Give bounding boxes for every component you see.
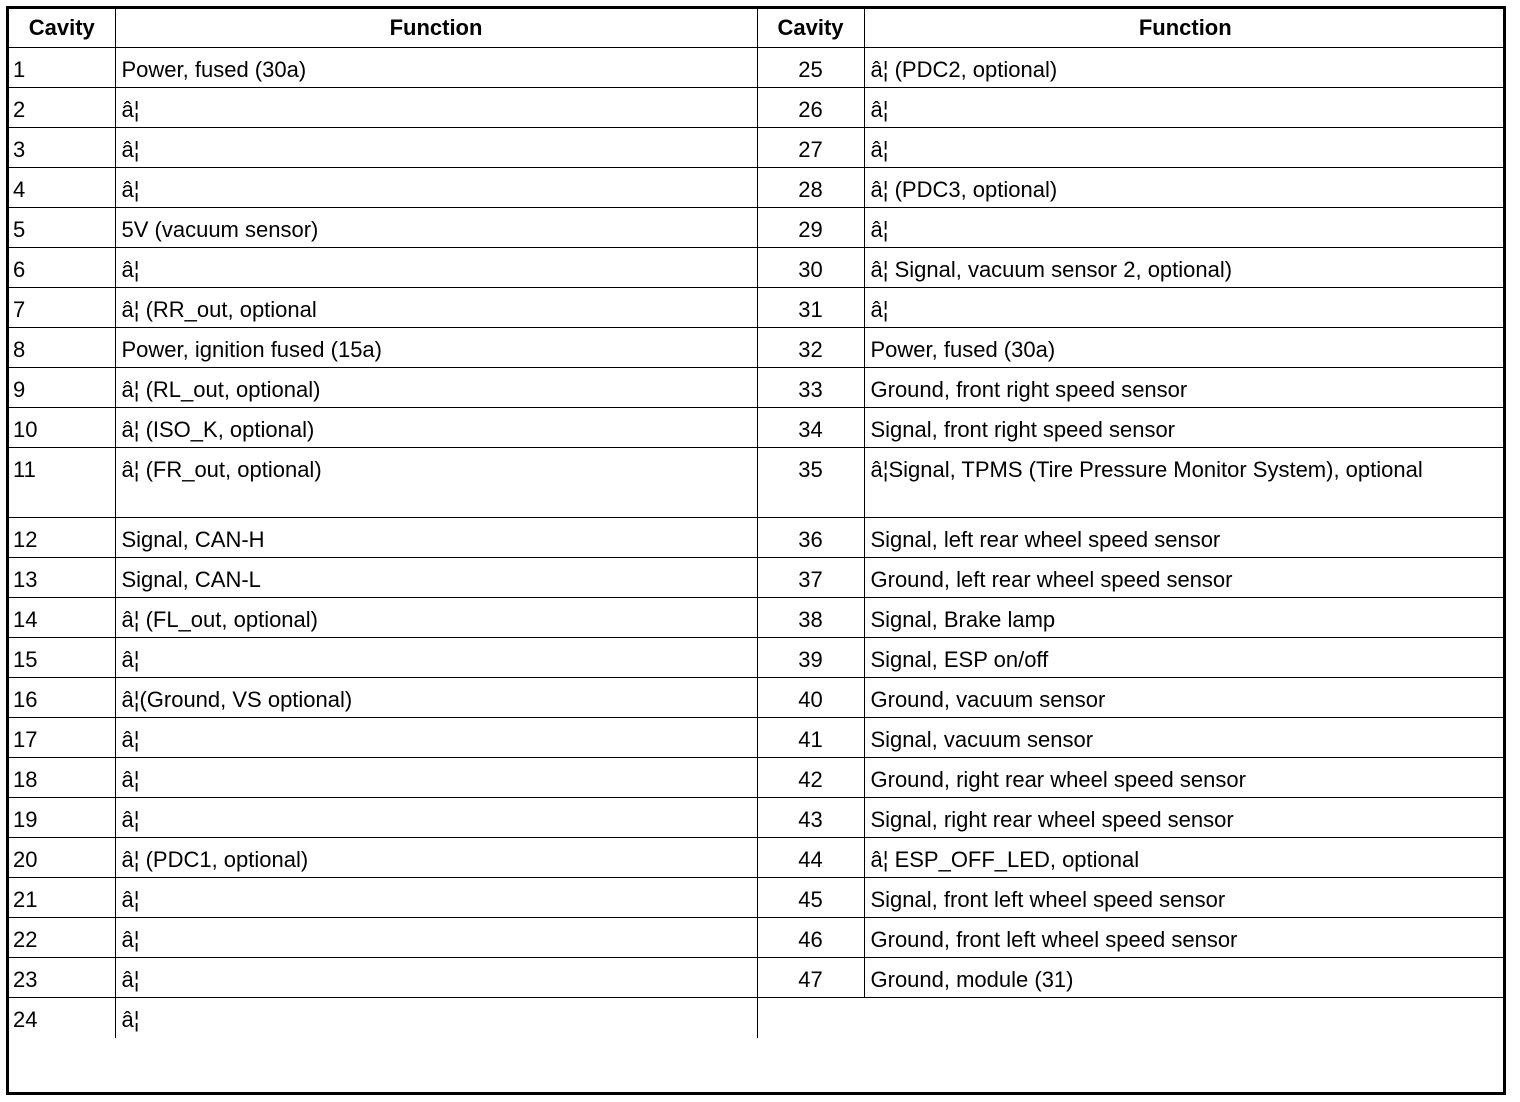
cavity-number-right: 36 (757, 518, 864, 558)
function-text-left: â¦ (115, 88, 757, 128)
function-text-right: â¦ (864, 128, 1506, 168)
cavity-number-right: 37 (757, 558, 864, 598)
function-text-left: â¦ (RL_out, optional) (115, 368, 757, 408)
cavity-number-right: 47 (757, 958, 864, 998)
table-row (9, 208, 1506, 248)
cavity-number-left: 9 (9, 368, 115, 408)
cavity-number-left: 22 (9, 918, 115, 958)
table-row (9, 288, 1506, 328)
header-function-right: Function (864, 9, 1506, 48)
header-cavity-left: Cavity (9, 9, 115, 48)
function-text-right: Ground, front left wheel speed sensor (864, 918, 1506, 958)
cavity-number-left: 16 (9, 678, 115, 718)
empty-cell (757, 998, 1506, 1039)
cavity-number-right: 40 (757, 678, 864, 718)
cavity-number-right: 32 (757, 328, 864, 368)
table-row (9, 878, 1506, 918)
function-text-left: â¦ (115, 878, 757, 918)
function-text-right: Ground, left rear wheel speed sensor (864, 558, 1506, 598)
header-cavity-right: Cavity (757, 9, 864, 48)
table-row (9, 758, 1506, 798)
cavity-number-right: 30 (757, 248, 864, 288)
function-text-right: â¦ (PDC3, optional) (864, 168, 1506, 208)
function-text-left: â¦ (PDC1, optional) (115, 838, 757, 878)
cavity-number-right: 28 (757, 168, 864, 208)
function-text-left: â¦ (115, 958, 757, 998)
cavity-number-right: 46 (757, 918, 864, 958)
function-text-right: â¦ (864, 288, 1506, 328)
cavity-number-left: 12 (9, 518, 115, 558)
table-row (9, 88, 1506, 128)
table-row (9, 998, 1506, 1039)
function-text-left: â¦ (FL_out, optional) (115, 598, 757, 638)
function-text-left: â¦ (115, 918, 757, 958)
cavity-number-left: 10 (9, 408, 115, 448)
cavity-number-left: 21 (9, 878, 115, 918)
cavity-number-left: 8 (9, 328, 115, 368)
cavity-number-left: 13 (9, 558, 115, 598)
table-row (9, 638, 1506, 678)
table-row (9, 558, 1506, 598)
cavity-number-right: 41 (757, 718, 864, 758)
cavity-number-right: 25 (757, 48, 864, 88)
cavity-number-left: 11 (9, 448, 115, 518)
cavity-number-left: 24 (9, 998, 115, 1039)
function-text-left: â¦ (115, 758, 757, 798)
table-body (9, 48, 1506, 1039)
function-text-right: â¦ (864, 208, 1506, 248)
cavity-number-left: 23 (9, 958, 115, 998)
function-text-right: Ground, front right speed sensor (864, 368, 1506, 408)
table-row (9, 518, 1506, 558)
cavity-number-left: 14 (9, 598, 115, 638)
cavity-number-left: 17 (9, 718, 115, 758)
cavity-number-left: 4 (9, 168, 115, 208)
function-text-right: Signal, ESP on/off (864, 638, 1506, 678)
function-text-left: â¦ (115, 638, 757, 678)
cavity-number-right: 35 (757, 448, 864, 518)
function-text-right: â¦Signal, TPMS (Tire Pressure Monitor System), optional (864, 448, 1506, 518)
function-text-left: â¦ (FR_out, optional) (115, 448, 757, 518)
function-text-left: â¦ (115, 998, 757, 1039)
cavity-number-right: 29 (757, 208, 864, 248)
cavity-number-right: 43 (757, 798, 864, 838)
table-row (9, 368, 1506, 408)
cavity-number-right: 45 (757, 878, 864, 918)
function-text-right: Signal, left rear wheel speed sensor (864, 518, 1506, 558)
cavity-number-right: 33 (757, 368, 864, 408)
connector-pinout-table (9, 9, 1506, 1038)
function-text-left: â¦ (115, 168, 757, 208)
function-text-right: Ground, right rear wheel speed sensor (864, 758, 1506, 798)
table-row (9, 408, 1506, 448)
function-text-right: Signal, vacuum sensor (864, 718, 1506, 758)
header-function-left: Function (115, 9, 757, 48)
cavity-number-left: 2 (9, 88, 115, 128)
function-text-left: â¦ (115, 128, 757, 168)
cavity-number-left: 18 (9, 758, 115, 798)
table-row (9, 798, 1506, 838)
function-text-right: â¦ ESP_OFF_LED, optional (864, 838, 1506, 878)
connector-pinout-table-frame (6, 6, 1506, 1095)
function-text-left: 5V (vacuum sensor) (115, 208, 757, 248)
table-row (9, 838, 1506, 878)
table-row (9, 328, 1506, 368)
function-text-left: â¦ (115, 798, 757, 838)
function-text-right: Ground, vacuum sensor (864, 678, 1506, 718)
cavity-number-left: 15 (9, 638, 115, 678)
function-text-right: Signal, right rear wheel speed sensor (864, 798, 1506, 838)
function-text-left: â¦ (RR_out, optional (115, 288, 757, 328)
cavity-number-right: 27 (757, 128, 864, 168)
cavity-number-left: 5 (9, 208, 115, 248)
table-row (9, 168, 1506, 208)
table-row (9, 128, 1506, 168)
cavity-number-right: 34 (757, 408, 864, 448)
cavity-number-left: 3 (9, 128, 115, 168)
function-text-left: â¦(Ground, VS optional) (115, 678, 757, 718)
table-row (9, 718, 1506, 758)
function-text-right: â¦ (PDC2, optional) (864, 48, 1506, 88)
table-row (9, 678, 1506, 718)
function-text-right: Signal, front left wheel speed sensor (864, 878, 1506, 918)
function-text-right: Signal, Brake lamp (864, 598, 1506, 638)
function-text-left: Power, fused (30a) (115, 48, 757, 88)
cavity-number-left: 6 (9, 248, 115, 288)
function-text-right: â¦ (864, 88, 1506, 128)
function-text-right: Power, fused (30a) (864, 328, 1506, 368)
cavity-number-right: 42 (757, 758, 864, 798)
cavity-number-right: 38 (757, 598, 864, 638)
function-text-left: Signal, CAN-H (115, 518, 757, 558)
cavity-number-right: 26 (757, 88, 864, 128)
function-text-left: â¦ (115, 718, 757, 758)
cavity-number-left: 20 (9, 838, 115, 878)
function-text-left: â¦ (115, 248, 757, 288)
function-text-left: â¦ (ISO_K, optional) (115, 408, 757, 448)
cavity-number-left: 7 (9, 288, 115, 328)
table-row (9, 48, 1506, 88)
function-text-left: Power, ignition fused (15a) (115, 328, 757, 368)
function-text-right: Signal, front right speed sensor (864, 408, 1506, 448)
cavity-number-right: 31 (757, 288, 864, 328)
cavity-number-left: 19 (9, 798, 115, 838)
function-text-right: Ground, module (31) (864, 958, 1506, 998)
cavity-number-left: 1 (9, 48, 115, 88)
cavity-number-right: 39 (757, 638, 864, 678)
function-text-left: Signal, CAN-L (115, 558, 757, 598)
table-row (9, 598, 1506, 638)
function-text-right: â¦ Signal, vacuum sensor 2, optional) (864, 248, 1506, 288)
cavity-number-right: 44 (757, 838, 864, 878)
table-row (9, 918, 1506, 958)
table-header-row (9, 9, 1506, 48)
table-row (9, 248, 1506, 288)
table-row (9, 958, 1506, 998)
table-row (9, 448, 1506, 518)
